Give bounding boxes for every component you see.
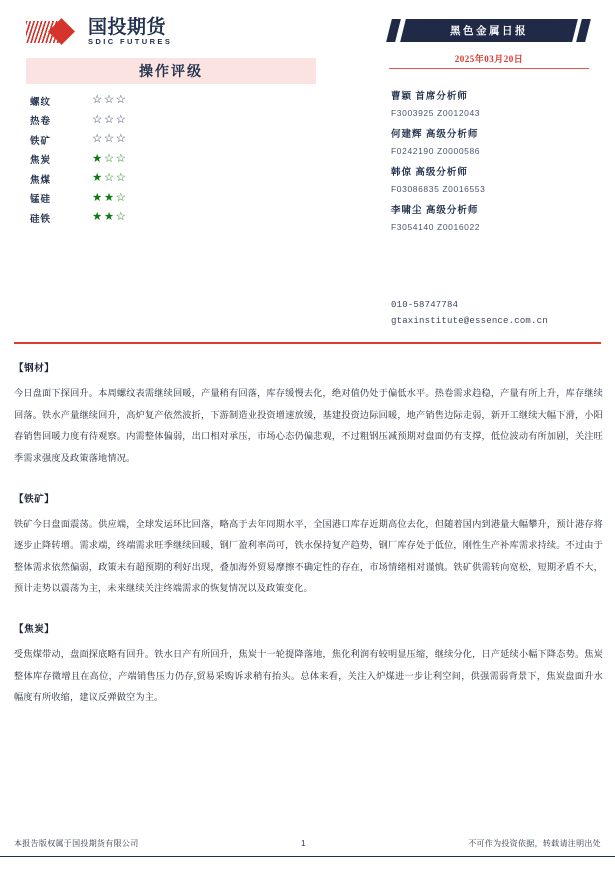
section-body-text: 受焦煤带动，盘面探底略有回升。铁水日产有所回升，焦炭十一轮提降落地，焦化利润有较明显压缩，继续分化，日产延续小幅下降态势。焦炭整体库存微增且在高位，产端销售压力仍存,贸易采购诉求稍有抬头。总体来看，关注入炉煤进一步让利空间，供强需弱背景下，焦炭盘面升水幅度有所收缩，建议反弹做空为主。: [14, 649, 603, 703]
report-header: [0, 0, 615, 345]
footer-divider: [0, 856, 615, 857]
rating-stars: [92, 95, 127, 107]
sdic-diamond-logo-icon: [26, 19, 82, 45]
rating-stars: [92, 212, 127, 224]
star-empty-icon: ☆: [103, 152, 116, 165]
company-logo: [26, 18, 172, 46]
star-empty-icon: ☆: [115, 113, 128, 126]
page-footer: [14, 838, 601, 849]
rating-row: [26, 111, 316, 131]
report-section: [14, 360, 603, 470]
star-filled-icon: ★: [92, 172, 104, 184]
contact-phone: 010-58747784: [391, 300, 459, 310]
rating-stars: [92, 154, 127, 166]
banner-left-accent-icon: [386, 19, 401, 42]
star-empty-icon: ☆: [92, 133, 104, 145]
star-empty-icon: ☆: [115, 211, 128, 223]
banner-right-accent-icon: [576, 19, 591, 42]
rating-stars: [92, 193, 127, 205]
star-empty-icon: ☆: [103, 133, 116, 145]
analyst-license-code: F3003925 Z0012043: [391, 107, 481, 118]
rating-row: [26, 169, 316, 189]
star-filled-icon: ★: [92, 152, 104, 165]
banner-body: [400, 19, 578, 42]
star-filled-icon: ★: [92, 191, 104, 204]
analyst-entry: [391, 164, 601, 194]
rating-row: [26, 189, 316, 209]
date-underline: [389, 68, 589, 69]
analyst-list: [391, 88, 601, 240]
analyst-license-code: F3054140 Z0016022: [391, 221, 481, 232]
logo-english-name: SDIC FUTURES: [88, 37, 173, 46]
section-heading: 【焦炭】: [14, 625, 55, 635]
section-heading: 【铁矿】: [14, 494, 55, 505]
star-empty-icon: ☆: [103, 113, 116, 126]
star-empty-icon: ☆: [92, 94, 104, 106]
rating-row-list: [26, 91, 316, 228]
section-body-text: 铁矿今日盘面震荡。供应端，全球发运环比回落，略高于去年同期水平，全国港口库存近期高位去化，但随着国内到港量大幅攀升，预计港存将逐步止降转增。需求端，终端需求旺季继续回暖，钢厂盈利率尚可，铁水保持复产趋势，钢厂库存处于低位，刚性生产补库需求持续。不过由于整体需求依然偏弱，政策未有超预期的利好出现，叠加海外贸易摩擦不确定性的存在，市场情绪相对谨慎。铁矿供需转向宽松，短期矛盾不大，预计走势以震荡为主，未来继续关注终端需求的恢复情况以及政策变化。: [14, 518, 603, 594]
rating-commodity-name: 焦煤: [30, 175, 52, 186]
rating-row: [26, 208, 316, 228]
footer-page-number: 1: [300, 839, 306, 848]
report-section: [14, 621, 603, 709]
rating-panel-title: 操作评级: [139, 65, 203, 80]
contact-block: [391, 300, 606, 332]
analyst-entry: [391, 88, 601, 118]
analyst-license-code: F03086835 Z0016553: [391, 183, 486, 194]
header-divider: [14, 342, 601, 344]
rating-commodity-name: 硅铁: [30, 214, 52, 225]
star-empty-icon: ☆: [115, 133, 128, 145]
rating-stars: [92, 134, 127, 146]
rating-row: [26, 91, 316, 111]
rating-commodity-name: 焦炭: [30, 156, 52, 167]
rating-panel-title-bar: [26, 58, 316, 84]
star-empty-icon: ☆: [115, 191, 128, 204]
section-body-text: 今日盘面下探回升。本周螺纹表需继续回暖，产量稍有回落，库存缓慢去化，绝对值仍处于偏低水平。热卷需求趋稳，产量有所上升，库存继续回落。铁水产量继续回升，高炉复产依然波折，下游制造业投资增速放缓，基建投资边际回暖，地产销售边际走弱，新开工继续大幅下滑，小阳春销售回暖力度有待观察。内需整体偏弱，出口相对承压，市场心态仍偏悲观，不过粗钢压减预期对盘面仍有支撑，低位波动有所加剧，关注旺季需求强度及政策落地情况。: [14, 388, 603, 463]
rating-stars: [92, 115, 127, 127]
footer-disclaimer: 不可作为投资依据，转载请注明出处: [468, 839, 601, 848]
operation-rating-panel: [26, 58, 316, 228]
report-body: [14, 360, 603, 730]
analyst-entry: [391, 126, 601, 156]
star-filled-icon: ★: [103, 191, 116, 204]
report-date: 2025年03月20日: [454, 54, 524, 64]
star-empty-icon: ☆: [115, 172, 128, 184]
logo-chinese-name: 国投期货: [88, 17, 167, 38]
rating-commodity-name: 铁矿: [30, 136, 52, 147]
analyst-name: 李啸尘 高级分析师: [391, 206, 479, 216]
rating-row: [26, 150, 316, 170]
analyst-entry: [391, 202, 601, 232]
report-date-block: [389, 52, 589, 69]
rating-commodity-name: 螺纹: [30, 97, 52, 108]
contact-email[interactable]: gtaxinstitute@essence.com.cn: [391, 316, 548, 326]
report-section: [14, 491, 603, 601]
rating-commodity-name: 热卷: [30, 117, 52, 128]
analyst-license-code: F0242190 Z0000586: [391, 145, 481, 156]
star-empty-icon: ☆: [92, 113, 104, 126]
star-empty-icon: ☆: [103, 172, 116, 184]
logo-wordmark: [88, 18, 172, 46]
star-empty-icon: ☆: [115, 152, 128, 165]
star-filled-icon: ★: [92, 211, 104, 223]
footer-copyright: 本报告版权属于国投期货有限公司: [14, 839, 139, 848]
rating-stars: [92, 173, 127, 185]
star-empty-icon: ☆: [103, 94, 116, 106]
report-title-text: 黑色金属日报: [450, 26, 528, 37]
section-heading: 【钢材】: [14, 364, 55, 374]
rating-commodity-name: 锰硅: [30, 195, 52, 206]
analyst-name: 韩倞 高级分析师: [391, 168, 468, 178]
star-filled-icon: ★: [103, 211, 116, 223]
analyst-name: 何建辉 高级分析师: [391, 130, 479, 140]
rating-row: [26, 130, 316, 150]
star-empty-icon: ☆: [115, 94, 128, 106]
report-title-banner: [389, 19, 589, 42]
analyst-name: 曹颖 首席分析师: [391, 92, 468, 102]
